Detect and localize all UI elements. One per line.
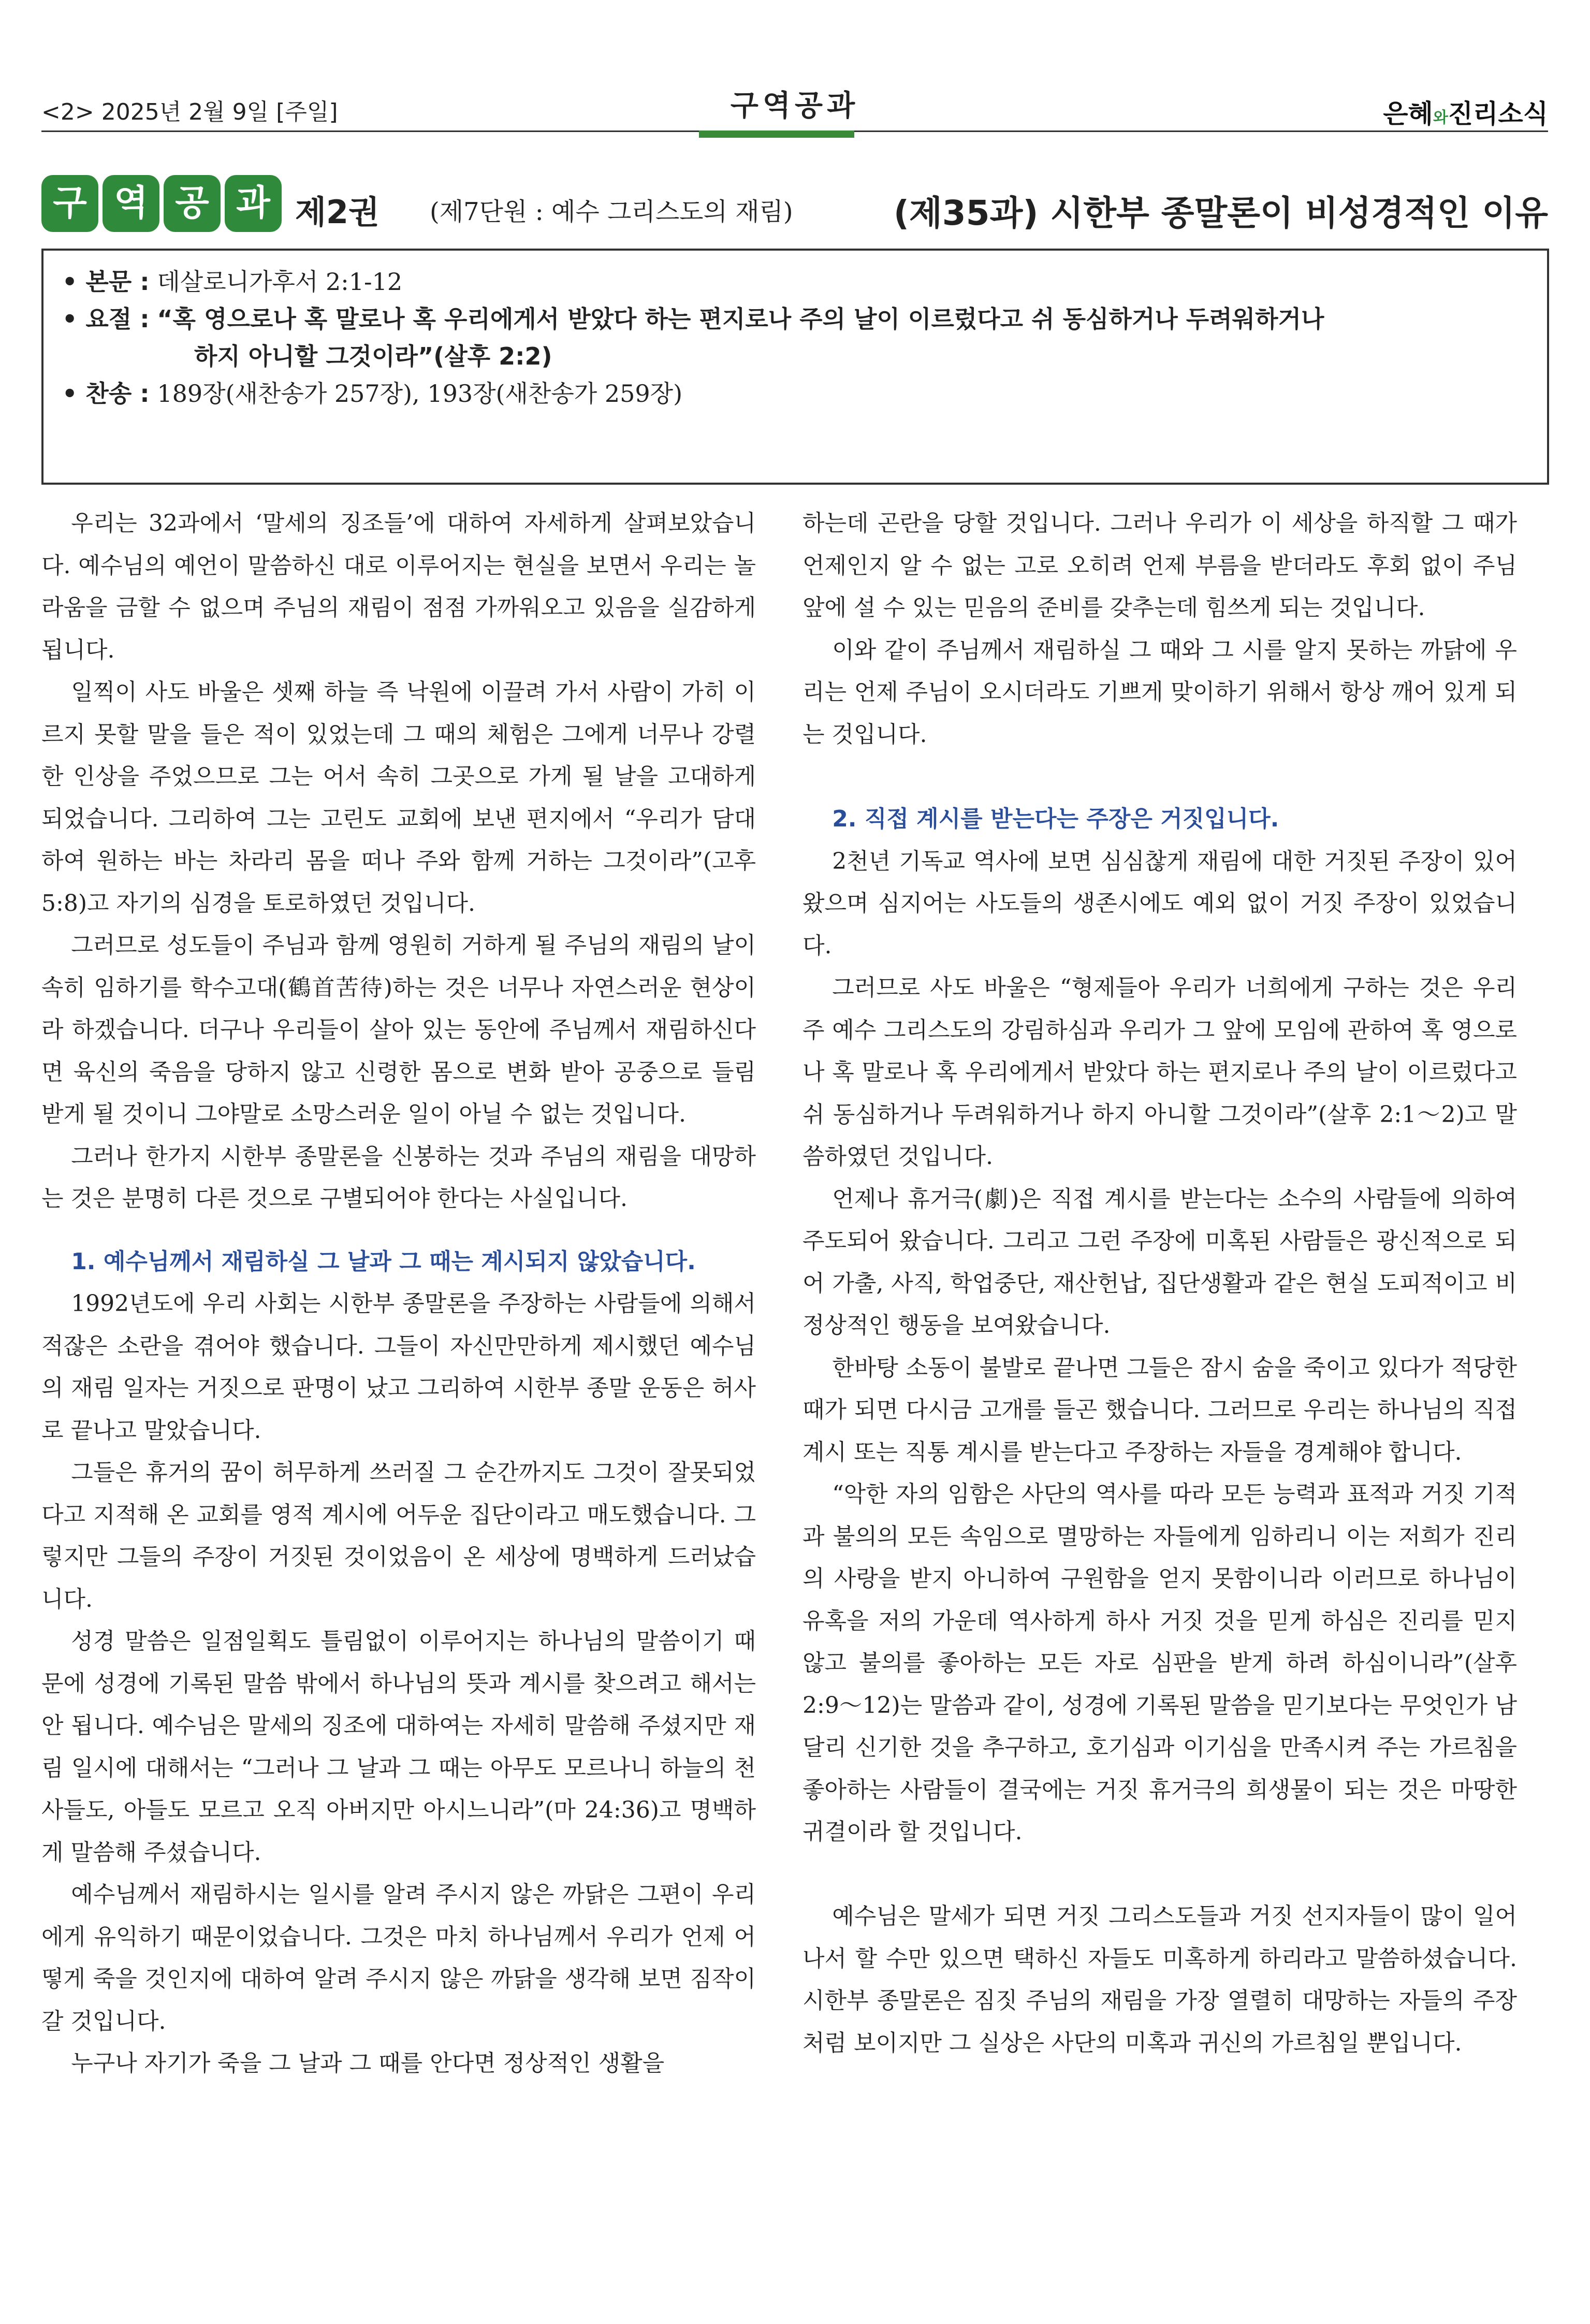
verse-line-1: “혹 영으로나 혹 말로나 혹 우리에게서 받았다 하는 편지로나 주의 날이 이르렀다고 쉬 동심하거나 두려워하거나: [157, 305, 1324, 333]
paragraph: 1992년도에 우리 사회는 시한부 종말론을 주장하는 사람들에 의해서 적잖은 소란을 겪어야 했습니다. 그들이 자신만만하게 제시했던 예수님의 재림 일자는 거짓으로 판명이 났고 그리하여 시한부 종말 운동은 허사로 끝나고 말았습니다.: [41, 1290, 756, 1444]
paragraph: 한바탕 소동이 불발로 끝나면 그들은 잠시 숨을 죽이고 있다가 적당한 때가 되면 다시금 고개를 들곤 했습니다. 그러므로 우리는 하나님의 직접 계시 또는 직통 계시를 받는다고 주장하는 자들을 경계해야 합니다.: [803, 1354, 1517, 1465]
paragraph: 이와 같이 주님께서 재림하실 그 때와 그 시를 알지 못하는 까닭에 우리는 언제 주님이 오시더라도 기쁘게 맞이하기 위해서 항상 깨어 있게 되는 것입니다.: [803, 636, 1517, 748]
section-tab-accent: [699, 130, 854, 138]
verse-line-2: 하지 아니할 그것이라”(살후 2:2): [194, 342, 552, 370]
page-number-date: <2> 2025년 2월 9일 [주일]: [41, 99, 338, 125]
hymns: [62, 375, 1528, 412]
unit-label: (제7단원 : 예수 그리스도의 재림): [430, 197, 793, 226]
volume-label: 제2권: [295, 193, 380, 231]
lesson-title: (제35과) 시한부 종말론이 비성경적인 이유: [893, 193, 1548, 233]
right-column: [803, 502, 1517, 2064]
left-column: [41, 502, 756, 2085]
paragraph: 일찍이 사도 바울은 셋째 하늘 즉 낙원에 이끌려 가서 사람이 가히 이르지 못할 말을 들은 적이 있었는데 그 때의 체험은 그에게 너무나 강렬한 인상을 주었으므로 그는 어서 속히 그곳으로 가게 될 날을 고대하게 되었습니다. 그리하여 그는 고린도 교회에 보낸 편지에서 “우리가 담대하여 원하는 바는 차라리 몸을 떠나 주와 함께 거하는 그것이라”(고후 5:8)고 자기의 심경을 토로하였던 것입니다.: [41, 679, 756, 917]
brand-part-1: 은혜: [1383, 99, 1433, 129]
hymn-label: • 찬송 :: [62, 380, 150, 408]
paragraph: 2천년 기독교 역사에 보면 심심찮게 재림에 대한 거짓된 주장이 있어왔으며 심지어는 사도들의 생존시에도 예외 없이 거짓 주장이 있었습니다.: [803, 848, 1517, 959]
paragraph: 우리는 32과에서 ‘말세의 징조들’에 대하여 자세하게 살펴보았습니다. 예수님의 예언이 말씀하신 대로 이루어지는 현실을 보면서 우리는 놀라움을 금할 수 없으며 주님의 재림이 점점 가까워오고 있음을 실감하게 됩니다.: [41, 510, 756, 663]
badge-char: 공: [164, 175, 221, 232]
text-reference: [62, 263, 1528, 300]
memory-verse: [62, 300, 1528, 338]
verse-label: • 요절 :: [62, 305, 150, 333]
text-label: • 본문 :: [62, 268, 150, 296]
section-heading-1: 1. 예수님께서 재림하실 그 날과 그 때는 계시되지 않았습니다.: [71, 1248, 696, 1275]
paragraph: 그러므로 사도 바울은 “형제들아 우리가 너희에게 구하는 것은 우리 주 예수 그리스도의 강림하심과 우리가 그 앞에 모임에 관하여 혹 영으로나 혹 말로나 혹 우리에게서 받았다 하는 편지로나 주의 날이 이르렀다고 쉬 동심하거나 두려워하거나 하지 아니할 그것이라”(살후 2:1～2)고 말씀하였던 것입니다.: [803, 975, 1517, 1170]
brand-conjunction: 와: [1433, 109, 1448, 127]
section-heading-2: 2. 직접 계시를 받는다는 주장은 거짓입니다.: [832, 806, 1279, 832]
paragraph: 하는데 곤란을 당할 것입니다. 그러나 우리가 이 세상을 하직할 그 때가 언제인지 알 수 없는 고로 오히려 언제 부름을 받더라도 후회 없이 주님 앞에 설 수 있는 믿음의 준비를 갖추는데 힘쓰게 되는 것입니다.: [803, 510, 1517, 621]
text-value: 데살로니가후서 2:1-12: [157, 268, 403, 296]
badge-char: 구: [41, 175, 98, 232]
paragraph: 그들은 휴거의 꿈이 허무하게 쓰러질 그 순간까지도 그것이 잘못되었다고 지적해 온 교회를 영적 계시에 어두운 집단이라고 매도했습니다. 그렇지만 그들의 주장이 거짓된 것이었음이 온 세상에 명백하게 드러났습니다.: [41, 1459, 756, 1613]
paragraph-gap: [803, 1853, 1517, 1896]
publication-brand: [1383, 93, 1548, 130]
section-title: 구역공과: [730, 89, 859, 123]
paragraph: 성경 말씀은 일점일획도 틀림없이 이루어지는 하나님의 말씀이기 때문에 성경에 기록된 말씀 밖에서 하나님의 뜻과 계시를 찾으려고 해서는 안 됩니다. 예수님은 말세의 징조에 대하여는 자세히 말씀해 주셨지만 재림 일시에 대해서는 “그러나 그 날과 그 때는 아무도 모르나니 하늘의 천사들도, 아들도 모르고 오직 아버지만 아시느니라”(마 24:36)고 명백하게 말씀해 주셨습니다.: [41, 1628, 756, 1866]
badge-char: 과: [225, 175, 282, 232]
section-badge: [41, 175, 282, 232]
brand-part-2: 진리소식: [1448, 99, 1548, 129]
paragraph: 예수님께서 재림하시는 일시를 알려 주시지 않은 까닭은 그편이 우리에게 유익하기 때문이었습니다. 그것은 마치 하나님께서 우리가 언제 어떻게 죽을 것인지에 대하여 알려 주시지 않은 까닭을 생각해 보면 짐작이 갈 것입니다.: [41, 1881, 756, 2035]
badge-char: 역: [103, 175, 159, 232]
lesson-title-row: [41, 171, 1548, 249]
memory-verse-cont: [62, 338, 1528, 375]
scripture-info-box: [41, 249, 1549, 485]
paragraph: 그러나 한가지 시한부 종말론을 신봉하는 것과 주님의 재림을 대망하는 것은 분명히 다른 것으로 구별되어야 한다는 사실입니다.: [41, 1143, 756, 1212]
paragraph: 누구나 자기가 죽을 그 날과 그 때를 안다면 정상적인 생활을: [71, 2050, 665, 2076]
hymn-value: 189장(새찬송가 257장), 193장(새찬송가 259장): [157, 380, 683, 408]
paragraph: 언제나 휴거극(劇)은 직접 계시를 받는다는 소수의 사람들에 의하여 주도되어 왔습니다. 그리고 그런 주장에 미혹된 사람들은 광신적으로 되어 가출, 사직, 학업중단, 재산헌납, 집단생활과 같은 현실 도피적이고 비정상적인 행동을 보여왔습니다.: [803, 1185, 1517, 1339]
paragraph: “악한 자의 임함은 사단의 역사를 따라 모든 능력과 표적과 거짓 기적과 불의의 모든 속임으로 멸망하는 자들에게 임하리니 이는 저희가 진리의 사랑을 받지 아니하여 구원함을 얻지 못함이니라 이러므로 하나님이 유혹을 저의 가운데 역사하게 하사 거짓 것을 믿게 하심은 진리를 믿지 않고 불의를 좋아하는 모든 자로 심판을 받게 하려 하심이니라”(살후 2:9～12)는 말씀과 같이, 성경에 기록된 말씀을 믿기보다는 무엇인가 남달리 신기한 것을 추구하고, 호기심과 이기심을 만족시켜 주는 가르침을 좋아하는 사람들이 결국에는 거짓 휴거극의 희생물이 되는 것은 마땅한 귀결이라 할 것입니다.: [803, 1481, 1517, 1845]
paragraph: 그러므로 성도들이 주님과 함께 영원히 거하게 될 주님의 재림의 날이 속히 임하기를 학수고대(鶴首苦待)하는 것은 너무나 자연스러운 현상이라 하겠습니다. 더구나 우리들이 살아 있는 동안에 주님께서 재림하신다면 육신의 죽음을 당하지 않고 신령한 몸으로 변화 받아 공중으로 들림 받게 될 것이니 그야말로 소망스러운 일이 아닐 수 없는 것입니다.: [41, 932, 756, 1127]
paragraph: 예수님은 말세가 되면 거짓 그리스도들과 거짓 선지자들이 많이 일어나서 할 수만 있으면 택하신 자들도 미혹하게 하리라고 말씀하셨습니다. 시한부 종말론은 짐짓 주님의 재림을 가장 열렬히 대망하는 자들의 주장처럼 보이지만 그 실상은 사단의 미혹과 귀신의 가르침일 뿐입니다.: [803, 1903, 1517, 2056]
page-header: [41, 83, 1548, 129]
